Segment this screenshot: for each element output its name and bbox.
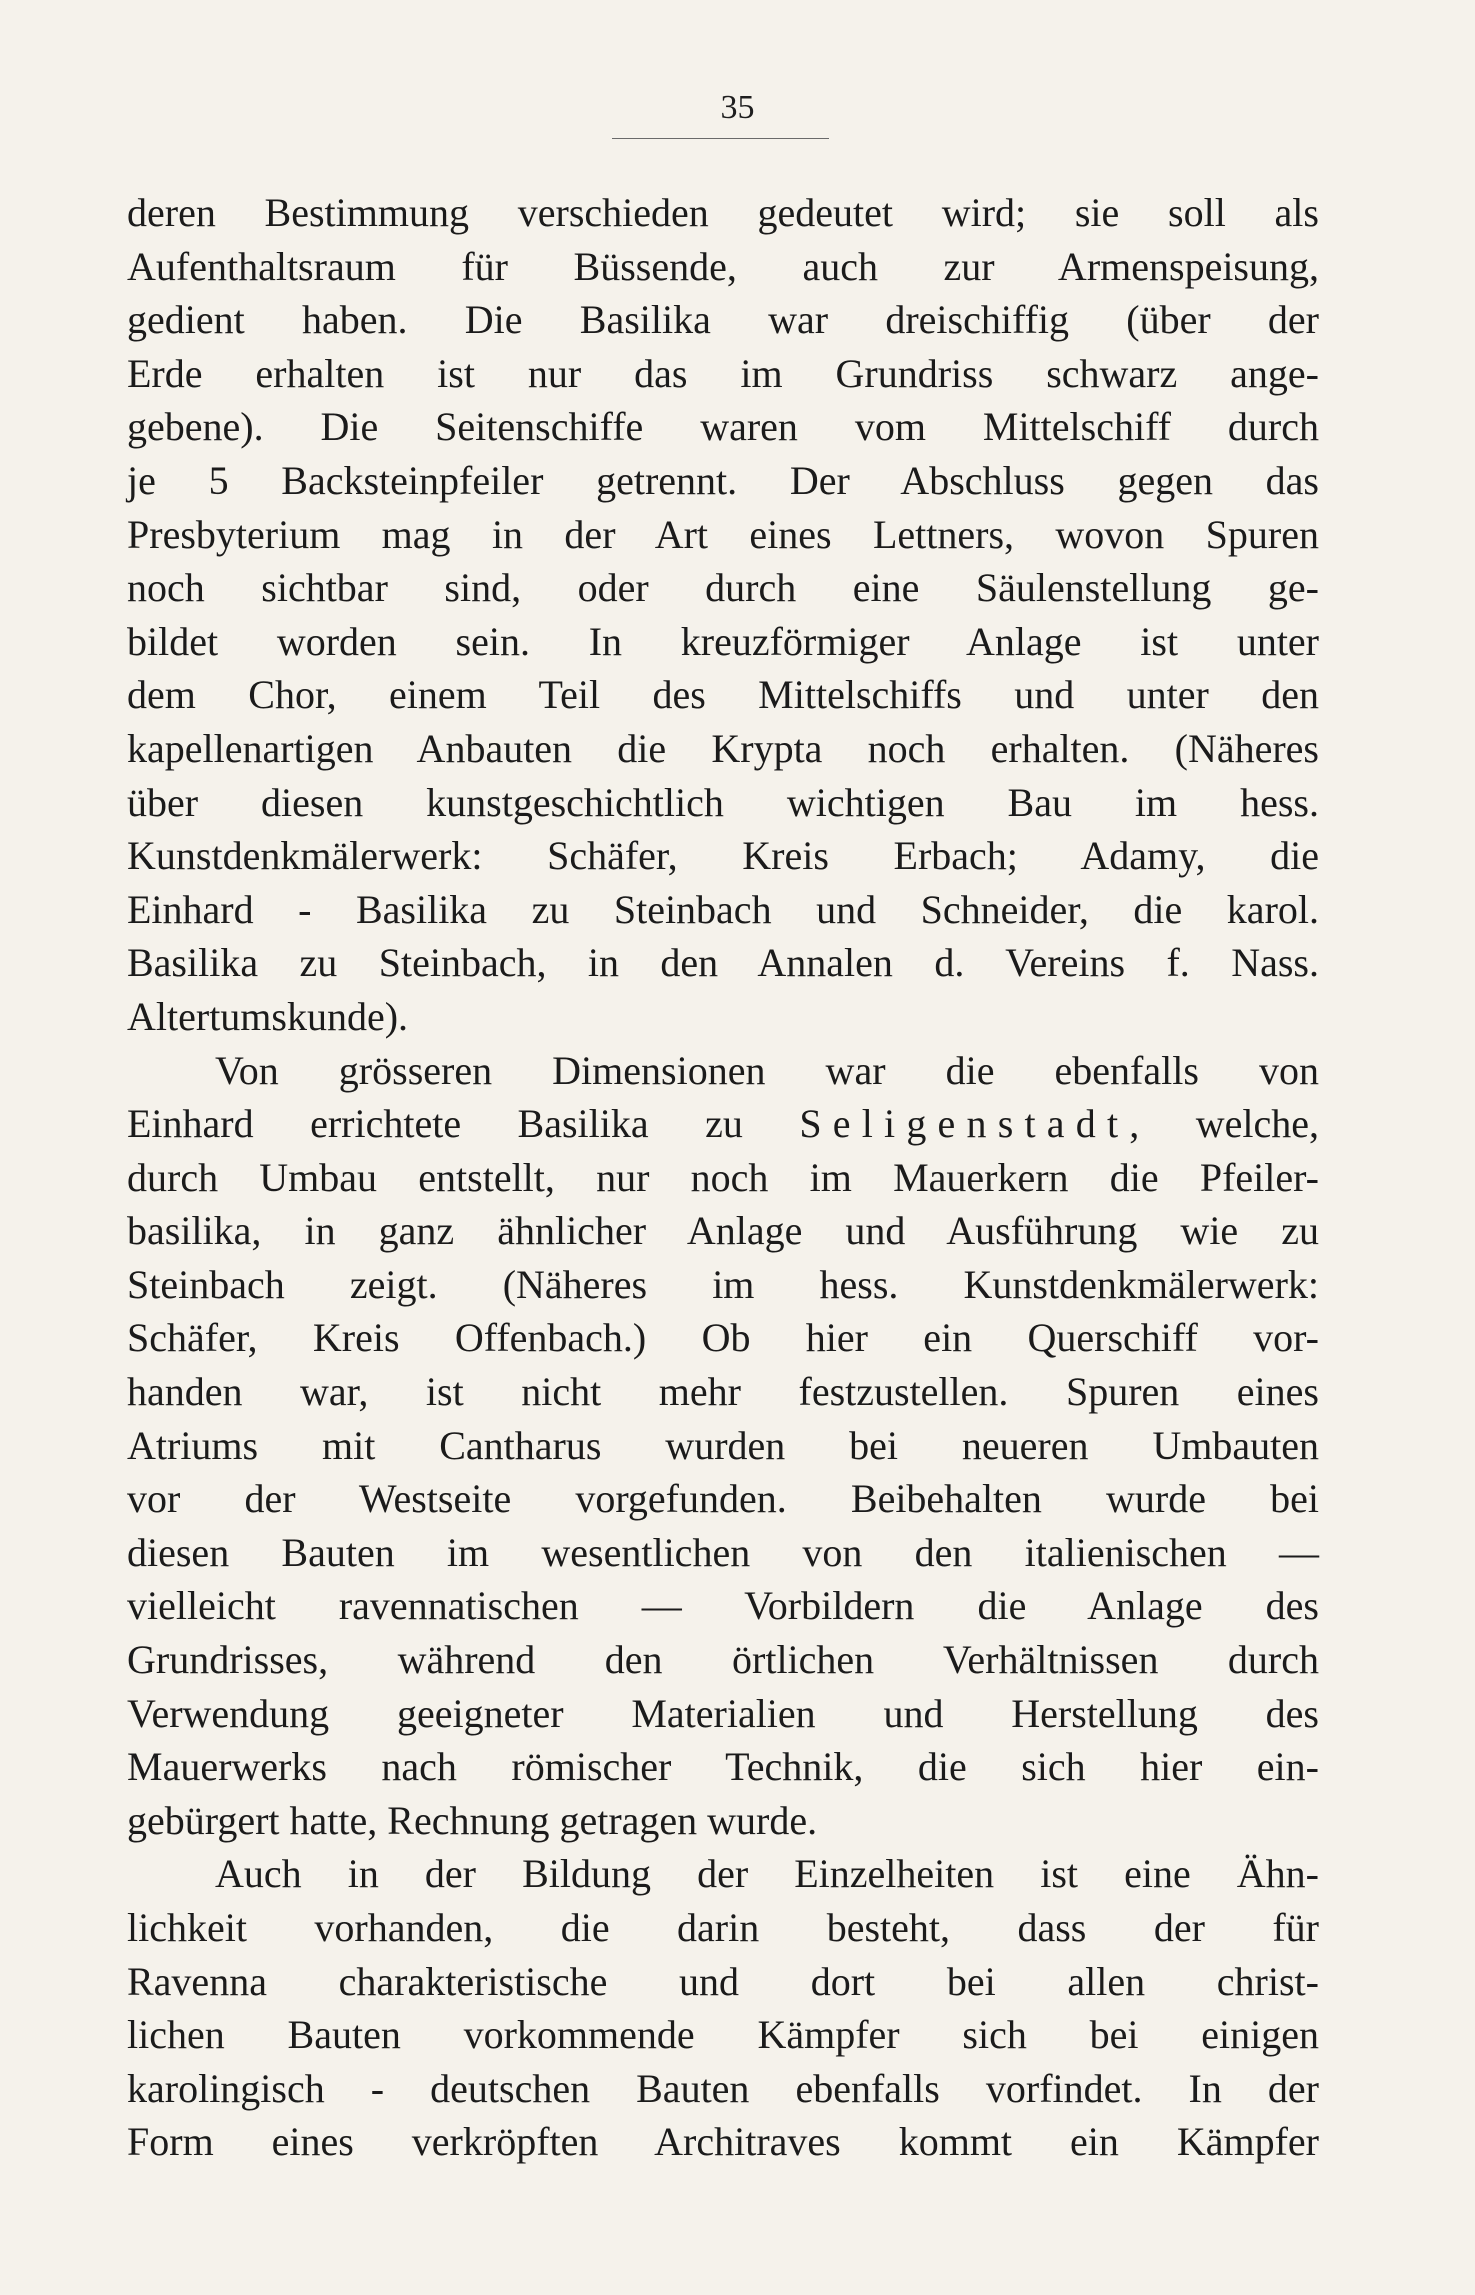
- text-line: durch Umbau entstellt, nur noch im Mauerkern die Pfeiler-: [127, 1154, 1319, 1200]
- text-line: Grundrisses, während den örtlichen Verhältnissen durch: [127, 1637, 1319, 1683]
- text-line: karolingisch - deutschen Bauten ebenfalls vorfindet. In der: [127, 2065, 1319, 2111]
- text-line: Kunstdenkmälerwerk: Schäfer, Kreis Erbach; Adamy, die: [127, 833, 1319, 879]
- text-line: vielleicht ravennatischen — Vorbildern die Anlage des: [127, 1583, 1319, 1629]
- text-line: je 5 Backsteinpfeiler getrennt. Der Abschluss gegen das: [127, 457, 1319, 503]
- text-line: noch sichtbar sind, oder durch eine Säulenstellung ge-: [127, 565, 1319, 611]
- text-line: Atriums mit Cantharus wurden bei neueren Umbauten: [127, 1422, 1319, 1468]
- text-line: gebürgert hatte, Rechnung getragen wurde.: [127, 1797, 818, 1843]
- text-line: Steinbach zeigt. (Näheres im hess. Kunstdenkmälerwerk:: [127, 1261, 1319, 1307]
- text-line: [127, 1097, 1319, 1151]
- text-run: Einhard errichtete Basilika zu: [127, 1101, 800, 1147]
- text-line: Altertumskunde).: [127, 993, 409, 1039]
- text-run: , welche,: [1129, 1101, 1319, 1147]
- text-line: Einhard - Basilika zu Steinbach und Schneider, die karol.: [127, 886, 1319, 932]
- text-line: Basilika zu Steinbach, in den Annalen d. Vereins f. Nass.: [127, 940, 1319, 986]
- text-line: lichen Bauten vorkommende Kämpfer sich bei einigen: [127, 2012, 1319, 2058]
- header-rule: [612, 138, 829, 139]
- text-line: dem Chor, einem Teil des Mittelschiffs und unter den: [127, 672, 1319, 718]
- body-text: [127, 186, 1319, 2169]
- text-line: Schäfer, Kreis Offenbach.) Ob hier ein Querschiff vor-: [127, 1315, 1319, 1361]
- text-line: Form eines verkröpften Architraves kommt ein Kämpfer: [127, 2119, 1319, 2165]
- text-line: bildet worden sein. In kreuzförmiger Anlage ist unter: [127, 618, 1319, 664]
- text-line: über diesen kunstgeschichtlich wichtigen Bau im hess.: [127, 779, 1319, 825]
- text-line: Von grösseren Dimensionen war die ebenfalls von: [215, 1047, 1319, 1093]
- text-line: gedient haben. Die Basilika war dreischiffig (über der: [127, 297, 1319, 343]
- text-line: handen war, ist nicht mehr festzustellen. Spuren eines: [127, 1369, 1319, 1415]
- text-line: Verwendung geeigneter Materialien und Herstellung des: [127, 1690, 1319, 1736]
- text-line: Auch in der Bildung der Einzelheiten ist eine Ähn-: [215, 1851, 1319, 1897]
- place-name-spaced: Seligenstadt: [799, 1101, 1130, 1147]
- text-line: Ravenna charakteristische und dort bei allen christ-: [127, 1958, 1319, 2004]
- page-number: 35: [720, 89, 755, 126]
- text-line: deren Bestimmung verschieden gedeutet wird; sie soll als: [127, 190, 1319, 235]
- text-line: vor der Westseite vorgefunden. Beibehalten wurde bei: [127, 1476, 1319, 1522]
- text-line: diesen Bauten im wesentlichen von den italienischen —: [127, 1529, 1319, 1575]
- text-line: gebene). Die Seitenschiffe waren vom Mittelschiff durch: [127, 404, 1319, 450]
- text-line: lichkeit vorhanden, die darin besteht, dass der für: [127, 1905, 1319, 1950]
- text-line: kapellenartigen Anbauten die Krypta noch erhalten. (Näheres: [127, 725, 1319, 771]
- text-line: Erde erhalten ist nur das im Grundriss schwarz ange-: [127, 350, 1319, 396]
- text-line: Presbyterium mag in der Art eines Lettners, wovon Spuren: [127, 511, 1319, 557]
- text-line: basilika, in ganz ähnlicher Anlage und Ausführung wie zu: [127, 1208, 1319, 1254]
- text-line: Aufenthaltsraum für Büssende, auch zur Armenspeisung,: [127, 243, 1319, 289]
- text-line: Mauerwerks nach römischer Technik, die sich hier ein-: [127, 1744, 1319, 1790]
